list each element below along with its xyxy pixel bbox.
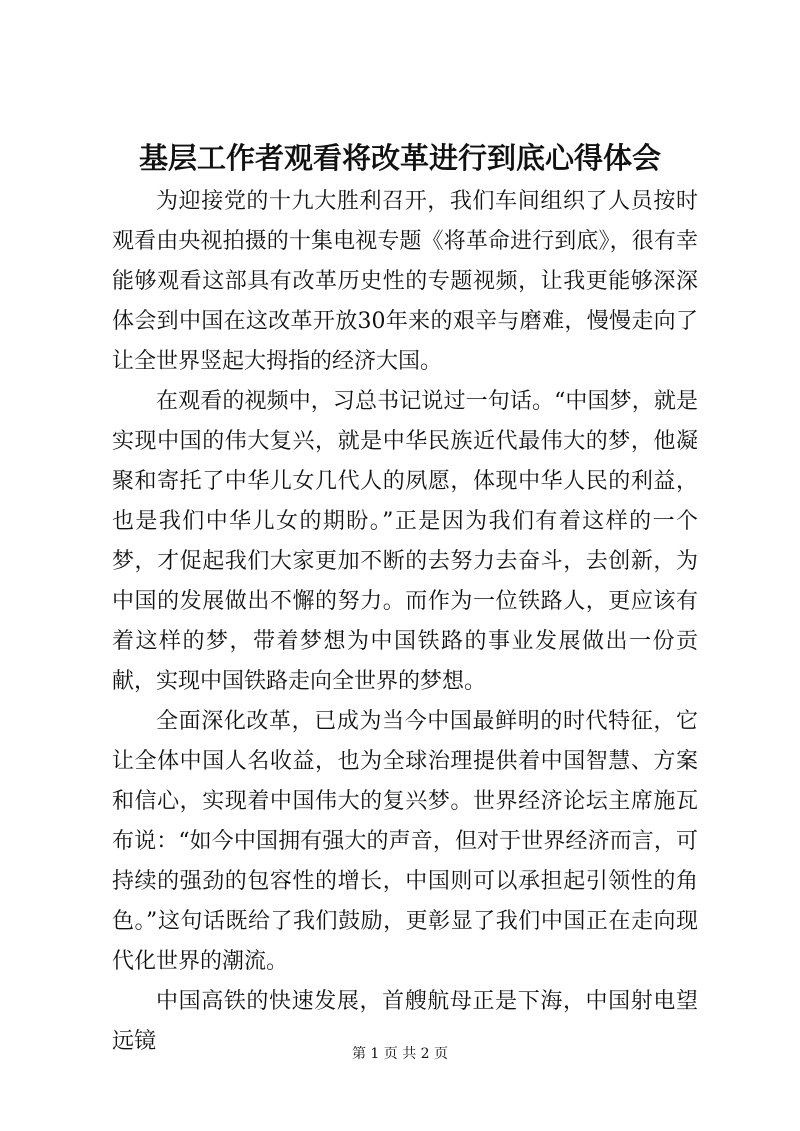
paragraph-2: 在观看的视频中，习总书记说过一句话。“中国梦，就是实现中国的伟大复兴，就是中华民族近代最伟大的梦，他凝聚和寄托了中华儿女几代人的夙愿，体现中华人民的利益，也是我们中华儿女的期盼。”正是因为我们有着这样的一个梦，才促起我们大家更加不断的去努力去奋斗，去创新，为中国的发展做出不懈的努力。而作为一位铁路人，更应该有着这样的梦，带着梦想为中国铁路的事业发展做出一份贡献，实现中国铁路走向全世界的梦想。 <box>112 389 698 694</box>
document-body <box>112 182 698 1062</box>
page-title: 基层工作者观看将改革进行到底心得体会 <box>138 141 661 175</box>
page-number: 第 1 页 共 2 页 <box>351 1046 449 1062</box>
paragraph-4: 中国高铁的快速发展，首艘航母正是下海，中国射电望远镜 <box>112 989 698 1054</box>
paragraph-1: 为迎接党的十九大胜利召开，我们车间组织了人员按时观看由央视拍摄的十集电视专题《将革命进行到底》，很有幸能够观看这部具有改革历史性的专题视频，让我更能够深深体会到中国在这改革开放30年来的艰辛与磨难，慢慢走向了让全世界竖起大拇指的经济大国。 <box>112 189 698 374</box>
paragraph-3: 全面深化改革，已成为当今中国最鲜明的时代特征，它让全体中国人名收益，也为全球治理提供着中国智慧、方案和信心，实现着中国伟大的复兴梦。世界经济论坛主席施瓦布说：“如今中国拥有强大的声音，但对于世界经济而言，可持续的强劲的包容性的增长，中国则可以承担起引领性的角色。”这句话既给了我们鼓励，更彰显了我们中国正在走向现代化世界的潮流。 <box>112 709 698 974</box>
